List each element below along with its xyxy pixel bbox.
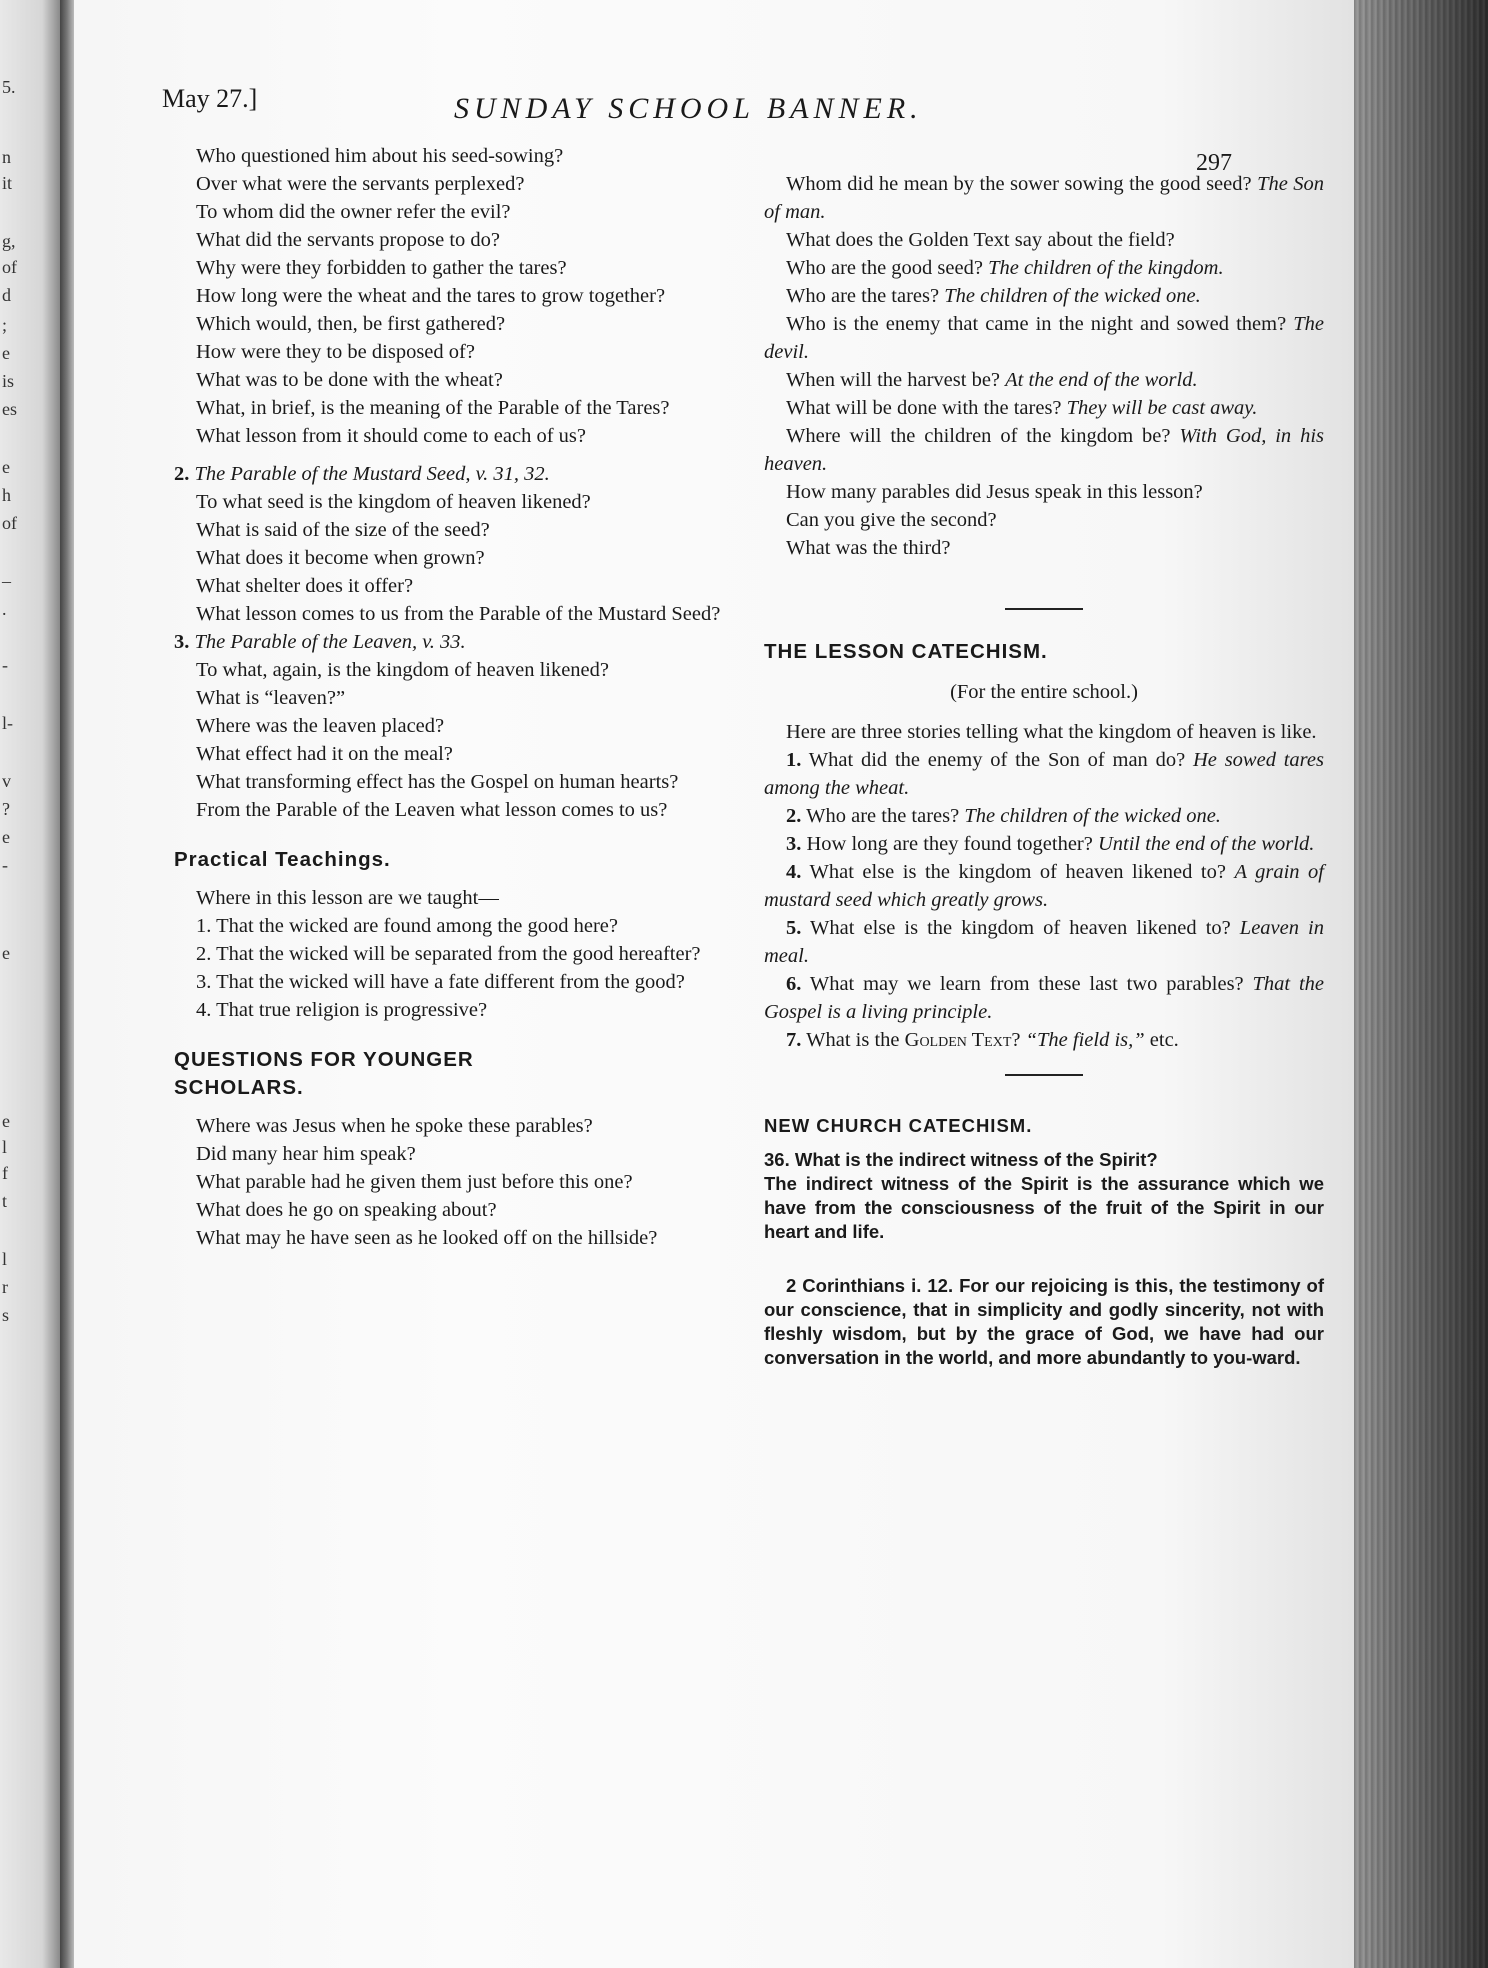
qa-question: Whom did he mean by the sower sowing the good seed? — [786, 173, 1252, 195]
question: Over what were the servants perplexed? — [196, 173, 525, 195]
qa-answer: The Son of man. — [764, 173, 1325, 223]
right-column — [764, 170, 1324, 1370]
question: What lesson comes to us from the Parable of the Mustard Seed? — [196, 603, 721, 625]
fragment: n — [2, 147, 11, 167]
fragment: - — [2, 655, 8, 675]
item-answer: That the Gospel is a living principle. — [764, 973, 1324, 1023]
fragment: – — [2, 571, 11, 591]
qa-item — [764, 310, 1324, 366]
fragment: l — [2, 1137, 8, 1157]
fragment: h — [2, 485, 11, 505]
fragment: s — [2, 1305, 10, 1325]
item-answer: “The field is,” — [1025, 1029, 1145, 1051]
question: What does he go on speaking about? — [196, 1199, 497, 1221]
question: From the Parable of the Leaven what lesson comes to us? — [196, 799, 668, 821]
qa-item — [764, 366, 1324, 394]
section-title: The Parable of the Mustard Seed, v. 31, 32. — [194, 463, 550, 485]
catechism-item — [764, 802, 1324, 830]
fragment: es — [2, 399, 17, 419]
fragment: e — [2, 457, 10, 477]
teaching-item: 1. That the wicked are found among the good here? — [196, 915, 619, 937]
qa-question: What will be done with the tares? — [786, 397, 1062, 419]
qa-item — [764, 534, 1324, 562]
catechism-item — [764, 970, 1324, 1026]
item-number: 4. — [786, 861, 802, 883]
qa-question: How many parables did Jesus speak in this lesson? — [786, 481, 1203, 503]
item-answer: A grain of mustard seed which greatly grows. — [764, 861, 1324, 911]
fragment: ? — [2, 799, 10, 819]
fragment: d — [2, 285, 11, 305]
question: What, in brief, is the meaning of the Parable of the Tares? — [196, 397, 670, 419]
section-divider — [1005, 1074, 1083, 1076]
page-number: 297 — [1196, 150, 1232, 176]
section-heading-mustard — [174, 460, 734, 488]
qa-item — [764, 394, 1324, 422]
qa-answer: The children of the kingdom. — [988, 257, 1224, 279]
qa-answer: At the end of the world. — [1005, 369, 1198, 391]
question: Which would, then, be first gathered? — [196, 313, 506, 335]
item-answer: Leaven in meal. — [764, 917, 1324, 967]
left-column — [174, 142, 734, 1252]
qa-item — [764, 478, 1324, 506]
qa-question: Who are the good seed? — [786, 257, 983, 279]
question: What is said of the size of the seed? — [196, 519, 490, 541]
item-etc: etc. — [1149, 1029, 1179, 1051]
fragment: l — [2, 1249, 8, 1269]
qa-question: What does the Golden Text say about the field? — [786, 229, 1175, 251]
facing-page-fragments — [0, 0, 18, 1968]
question: To whom did the owner refer the evil? — [196, 201, 511, 223]
item-number: 1. — [786, 749, 802, 771]
qa-answer: The devil. — [764, 313, 1324, 363]
header-date: May 27.] — [162, 84, 258, 113]
fragment: g, — [2, 231, 16, 251]
item-number: 2. — [786, 805, 802, 827]
fragment: is — [2, 371, 15, 391]
teaching-item: 4. That true religion is progressive? — [196, 999, 488, 1021]
question: How long were the wheat and the tares to grow together? — [196, 285, 666, 307]
fragment: ; — [2, 315, 8, 335]
catechism-item — [764, 914, 1324, 970]
fragment: . — [2, 599, 7, 619]
question: Did many hear him speak? — [196, 1143, 416, 1165]
qa-item — [764, 226, 1324, 254]
book-page-edges — [1354, 0, 1488, 1968]
item-question: What may we learn from these last two parables? — [809, 973, 1244, 995]
question: What lesson from it should come to each of us? — [196, 425, 586, 447]
qa-question: Can you give the second? — [786, 509, 997, 531]
question: What parable had he given them just before this one? — [196, 1171, 633, 1193]
item-answer: He sowed tares among the wheat. — [764, 749, 1324, 799]
section-number: 3. — [174, 631, 190, 653]
item-number: 6. — [786, 973, 802, 995]
qa-question: Who is the enemy that came in the night and sowed them? — [786, 313, 1287, 335]
fragment: f — [2, 1163, 8, 1183]
item-question-end: ? — [1011, 1029, 1021, 1051]
question: What may he have seen as he looked off on the hillside? — [196, 1227, 658, 1249]
fragment: e — [2, 943, 10, 963]
item-question: Who are the tares? — [806, 805, 960, 827]
item-answer: The children of the wicked one. — [964, 805, 1221, 827]
qa-item — [764, 254, 1324, 282]
younger-scholars-heading — [174, 1046, 734, 1102]
golden-text-label: Golden Text — [904, 1029, 1012, 1051]
lesson-catechism-heading: THE LESSON CATECHISM. — [764, 640, 1048, 663]
section-divider — [1005, 608, 1083, 610]
book-page — [74, 0, 1354, 1968]
qa-item — [764, 170, 1324, 226]
catechism-item — [764, 858, 1324, 914]
fragment: of — [2, 257, 17, 277]
heading-line: QUESTIONS FOR YOUNGER — [174, 1048, 474, 1071]
catechism-intro: Here are three stories telling what the kingdom of heaven is like. — [786, 721, 1317, 743]
question: What is “leaven?” — [196, 687, 346, 709]
qa-answer: They will be cast away. — [1066, 397, 1258, 419]
qa-question: Who are the tares? — [786, 285, 940, 307]
fragment: t — [2, 1191, 8, 1211]
item-question: What is the — [806, 1029, 900, 1051]
question: Who questioned him about his seed-sowing? — [196, 145, 564, 167]
teaching-item: 2. That the wicked will be separated from the good hereafter? — [196, 943, 701, 965]
catechism-item — [764, 830, 1324, 858]
question: Where was Jesus when he spoke these parables? — [196, 1115, 593, 1137]
item-number: 5. — [786, 917, 802, 939]
item-question: What did the enemy of the Son of man do? — [808, 749, 1186, 771]
qa-item — [764, 422, 1324, 478]
question: How were they to be disposed of? — [196, 341, 475, 363]
question: What effect had it on the meal? — [196, 743, 453, 765]
fragment: - — [2, 855, 8, 875]
teaching-item: 3. That the wicked will have a fate different from the good? — [196, 971, 685, 993]
fragment: it — [2, 173, 13, 193]
fragment: of — [2, 513, 17, 533]
question: What shelter does it offer? — [196, 575, 414, 597]
item-answer: Until the end of the world. — [1097, 833, 1315, 855]
fragment: 5. — [2, 77, 16, 97]
fragment: r — [2, 1277, 8, 1297]
fragment: v — [2, 771, 11, 791]
running-title: SUNDAY SCHOOL BANNER. — [454, 92, 923, 125]
section-number: 2. — [174, 463, 190, 485]
practical-teachings-heading: Practical Teachings. — [174, 848, 391, 871]
qa-answer: With God, in his heaven. — [764, 425, 1324, 475]
qa-question: Where will the children of the kingdom be? — [786, 425, 1171, 447]
question: What transforming effect has the Gospel on human hearts? — [196, 771, 679, 793]
practical-intro: Where in this lesson are we taught— — [196, 887, 499, 909]
qa-item — [764, 282, 1324, 310]
fragment: e — [2, 827, 10, 847]
qa-question: What was the third? — [786, 537, 951, 559]
lesson-catechism-subheading: (For the entire school.) — [950, 681, 1138, 703]
qa-item — [764, 506, 1324, 534]
section-title: The Parable of the Leaven, v. 33. — [194, 631, 466, 653]
catechism-question: 36. What is the indirect witness of the Spirit? — [764, 1149, 1158, 1170]
question: Why were they forbidden to gather the tares? — [196, 257, 567, 279]
fragment: e — [2, 1111, 10, 1131]
question: What did the servants propose to do? — [196, 229, 501, 251]
new-church-catechism-heading: NEW CHURCH CATECHISM. — [764, 1115, 1033, 1136]
heading-line: SCHOLARS. — [174, 1076, 304, 1099]
item-question: How long are they found together? — [806, 833, 1093, 855]
question: To what, again, is the kingdom of heaven likened? — [196, 659, 610, 681]
fragment: l- — [2, 713, 13, 733]
qa-answer: The children of the wicked one. — [944, 285, 1201, 307]
catechism-item — [764, 1026, 1324, 1054]
item-question: What else is the kingdom of heaven likened to? — [809, 861, 1226, 883]
question: To what seed is the kingdom of heaven likened? — [196, 491, 591, 513]
scripture-verse: 2 Corinthians i. 12. For our rejoicing is this, the testimony of our conscience, that in simplicity and godly sincerity, not with fleshly wisdom, but by the grace of God, we have had our conversation in the world, and more abundantly to you-ward. — [764, 1275, 1324, 1368]
item-number: 3. — [786, 833, 802, 855]
question: Where was the leaven placed? — [196, 715, 445, 737]
facing-page-edge — [0, 0, 60, 1968]
fragment: e — [2, 343, 10, 363]
qa-question: When will the harvest be? — [786, 369, 1001, 391]
section-heading-leaven — [174, 628, 734, 656]
question: What was to be done with the wheat? — [196, 369, 503, 391]
item-question: What else is the kingdom of heaven likened to? — [810, 917, 1231, 939]
catechism-answer: The indirect witness of the Spirit is the assurance which we have from the consciousness of the fruit of the Spirit in our heart and life. — [764, 1173, 1324, 1242]
book-gutter — [60, 0, 74, 1968]
item-number: 7. — [786, 1029, 802, 1051]
question: What does it become when grown? — [196, 547, 485, 569]
catechism-item — [764, 746, 1324, 802]
